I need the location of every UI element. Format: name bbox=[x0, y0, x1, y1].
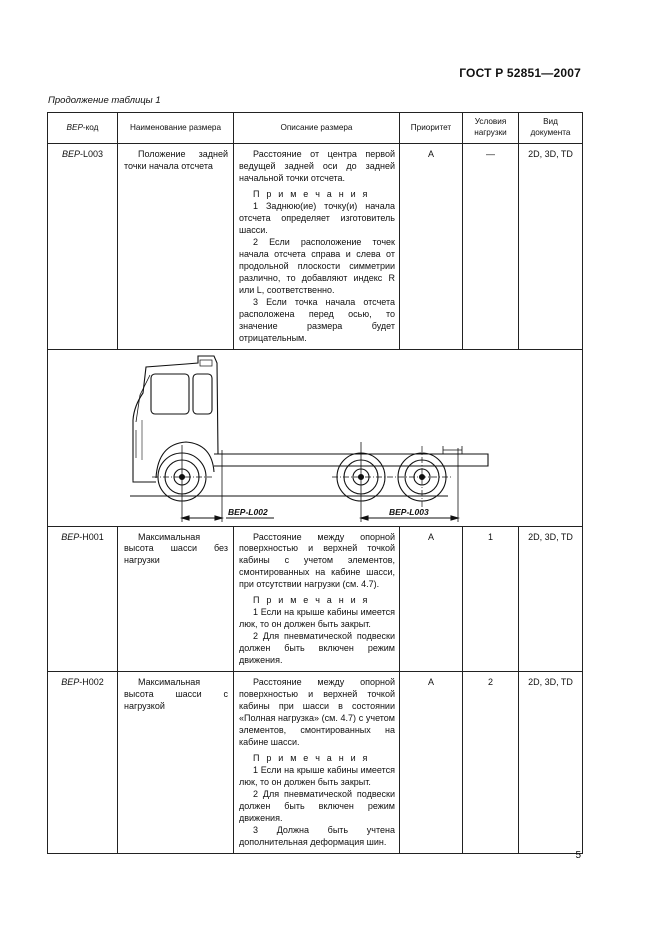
dimensions-table bbox=[47, 112, 583, 854]
note-item: 2 Если расположение точек начала отсчета справа и слева от продольной плоскости симметрии различно, то добавляют индекс R или L, соответственно. bbox=[239, 236, 395, 295]
notes-title: П р и м е ч а н и я bbox=[253, 188, 370, 199]
row-name: Максимальная высота шасси с нагрузкой bbox=[118, 672, 234, 854]
row-name: Максимальная высота шасси без нагрузки bbox=[118, 526, 234, 672]
row-priority: A bbox=[400, 526, 463, 672]
row-doctype: 2D, 3D, TD bbox=[519, 526, 583, 672]
row-code: BEP-H002 bbox=[48, 672, 118, 854]
notes-title: П р и м е ч а н и я bbox=[253, 595, 370, 606]
row-doctype: 2D, 3D, TD bbox=[519, 144, 583, 350]
standard-designation: ГОСТ Р 52851—2007 bbox=[459, 66, 581, 80]
note-item: 3 Если точка начала отсчета расположена перед осью, то значение размера будет отрицательным. bbox=[239, 296, 395, 343]
table-continuation-caption: Продолжение таблицы 1 bbox=[48, 95, 161, 106]
row-priority: A bbox=[400, 672, 463, 854]
row-doctype: 2D, 3D, TD bbox=[519, 672, 583, 854]
row-priority: A bbox=[400, 144, 463, 350]
note-item: 1 Если на крыше кабины имеется люк, то он должен быть закрыт. bbox=[239, 764, 395, 787]
note-item: 2 Для пневматической подвески должен быть включен режим движения. bbox=[239, 631, 395, 666]
column-header-doctype: Вид документа bbox=[519, 113, 583, 144]
cab-window bbox=[193, 374, 212, 414]
column-header-name: Наименование размера bbox=[118, 113, 234, 144]
row-description bbox=[234, 672, 400, 854]
table-row bbox=[48, 144, 583, 350]
description-text: Расстояние между опорной поверхностью и верхней точкой кабины с учетом элементов, смонтированных на кабине шасси, при отсутствии нагрузки (см. 4.7). bbox=[239, 531, 395, 590]
row-description bbox=[234, 144, 400, 350]
column-header-priority: Приоритет bbox=[400, 113, 463, 144]
row-load: 2 bbox=[463, 672, 519, 854]
chassis-frame bbox=[214, 454, 488, 466]
row-load: 1 bbox=[463, 526, 519, 672]
column-header-code: BEP-код bbox=[48, 113, 118, 144]
cab-window bbox=[151, 374, 189, 414]
description-text: Расстояние от центра первой ведущей задней оси до задней начальной точки отсчета. bbox=[239, 149, 395, 183]
row-description bbox=[234, 526, 400, 672]
truck-chassis-figure bbox=[48, 349, 583, 526]
table-row bbox=[48, 672, 583, 854]
note-item: 1 Если на крыше кабины имеется люк, то он должен быть закрыт. bbox=[239, 607, 395, 630]
row-code: BEP-L003 bbox=[48, 144, 118, 350]
row-name: Положение задней точки начала отсчета bbox=[118, 144, 234, 350]
note-item: 2 Для пневматической подвески должен быть включен режим движения. bbox=[239, 788, 395, 823]
row-code: BEP-H001 bbox=[48, 526, 118, 672]
dimension-label-l002: BEP-L002 bbox=[228, 506, 268, 517]
column-header-load: Условия нагрузки bbox=[463, 113, 519, 144]
row-load: — bbox=[463, 144, 519, 350]
description-text: Расстояние между опорной поверхностью и верхней точкой кабины при шасси в состоянии «Полная нагрузка» (см. 4.7) с учетом элементов, смонтированных на кабине шасси. bbox=[239, 677, 395, 747]
note-item: 1 Заднюю(ие) точку(и) начала отсчета определяет изготовитель шасси. bbox=[239, 200, 395, 235]
column-header-description: Описание размера bbox=[234, 113, 400, 144]
note-item: 3 Должна быть учтена дополнительная деформация шин. bbox=[239, 824, 395, 847]
figure-row bbox=[48, 349, 583, 526]
table-header-row bbox=[48, 113, 583, 144]
dimension-label-l003: BEP-L003 bbox=[389, 506, 429, 517]
table-row bbox=[48, 526, 583, 672]
page-number: 5 bbox=[575, 850, 581, 861]
truck-chassis-drawing bbox=[48, 350, 582, 526]
notes-title: П р и м е ч а н и я bbox=[253, 752, 370, 763]
